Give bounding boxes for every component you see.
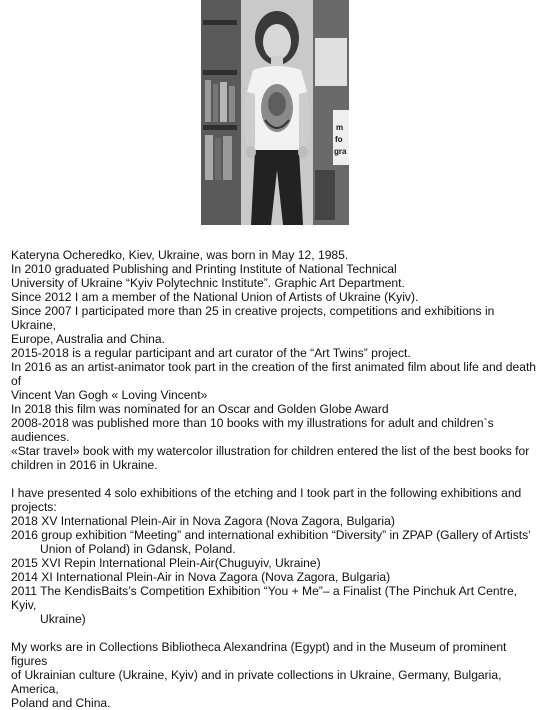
paragraph-gap (11, 626, 541, 640)
book-cover-text-3: gra (334, 147, 347, 156)
exhibition-item-continued: Union of Poland) in Gdansk, Poland. (40, 542, 236, 556)
bio-line: children in 2016 in Ukraine. (11, 458, 158, 472)
exhibition-item: 2016 group exhibition “Meeting” and international exhibition “Diversity” in ZPAP (Gallery of Artists’ (11, 528, 531, 542)
bio-line: Vincent Van Gogh « Loving Vincent» (11, 388, 208, 402)
portrait-image (201, 0, 349, 225)
bio-line: «Star travel» book with my watercolor illustration for children entered the list of the best books for (11, 444, 530, 458)
collections-line: Poland and China. (11, 696, 111, 710)
bio-line: Since 2007 I participated more than 25 in creative projects, competitions and exhibitions in Ukraine, (11, 304, 495, 332)
exhibition-item: 2011 The KendisBaits’s Competition Exhibition “You + Me”– a Finalist (The Pinchuk Art Centre, Kyiv, (11, 584, 518, 612)
artist-photo (201, 0, 349, 225)
paragraph-gap (11, 472, 541, 486)
collections-line: My works are in Collections Bibliotheca Alexandrina (Egypt) and in the Museum of prominent figures (11, 640, 507, 668)
exhibitions-intro-line: I have presented 4 solo exhibitions of the etching and I took part in the following exhibitions and (11, 486, 522, 500)
bio-line: 2008-2018 was published more than 10 books with my illustrations for adult and children`s audiences. (11, 416, 494, 444)
bio-line: Europe, Australia and China. (11, 332, 165, 346)
exhibition-item-continued: Ukraine) (40, 612, 86, 626)
biography-text (11, 248, 541, 710)
exhibition-item: 2014 XI International Plein-Air in Nova Zagora (Nova Zagora, Bulgaria) (11, 570, 391, 584)
exhibition-item: 2018 XV International Plein-Air in Nova Zagora (Nova Zagora, Bulgaria) (11, 514, 395, 528)
book-cover-text-1: m (336, 123, 344, 132)
bio-line: Kateryna Ocheredko, Kiev, Ukraine, was born in May 12, 1985. (11, 248, 349, 262)
bio-line: 2015-2018 is a regular participant and art curator of the “Art Twins” project. (11, 346, 411, 360)
bio-line: University of Ukraine “Kyiv Polytechnic Institute”. Graphic Art Department. (11, 276, 405, 290)
bio-line: Since 2012 I am a member of the National Union of Artists of Ukraine (Kyiv). (11, 290, 419, 304)
bio-line: In 2010 graduated Publishing and Printing Institute of National Technical (11, 262, 397, 276)
collections-line: of Ukrainian culture (Ukraine, Kyiv) and in private collections in Ukraine, Germany, Bulgaria, America, (11, 668, 502, 696)
exhibitions-intro-line: projects: (11, 500, 57, 514)
book-cover-text-2: fo (335, 135, 343, 144)
bio-line: In 2016 as an artist-animator took part in the creation of the first animated film about life and death of (11, 360, 537, 388)
exhibition-item: 2015 XVI Repin International Plein-Air(Chuguyiv, Ukraine) (11, 556, 321, 570)
bio-line: In 2018 this film was nominated for an Oscar and Golden Globe Award (11, 402, 389, 416)
